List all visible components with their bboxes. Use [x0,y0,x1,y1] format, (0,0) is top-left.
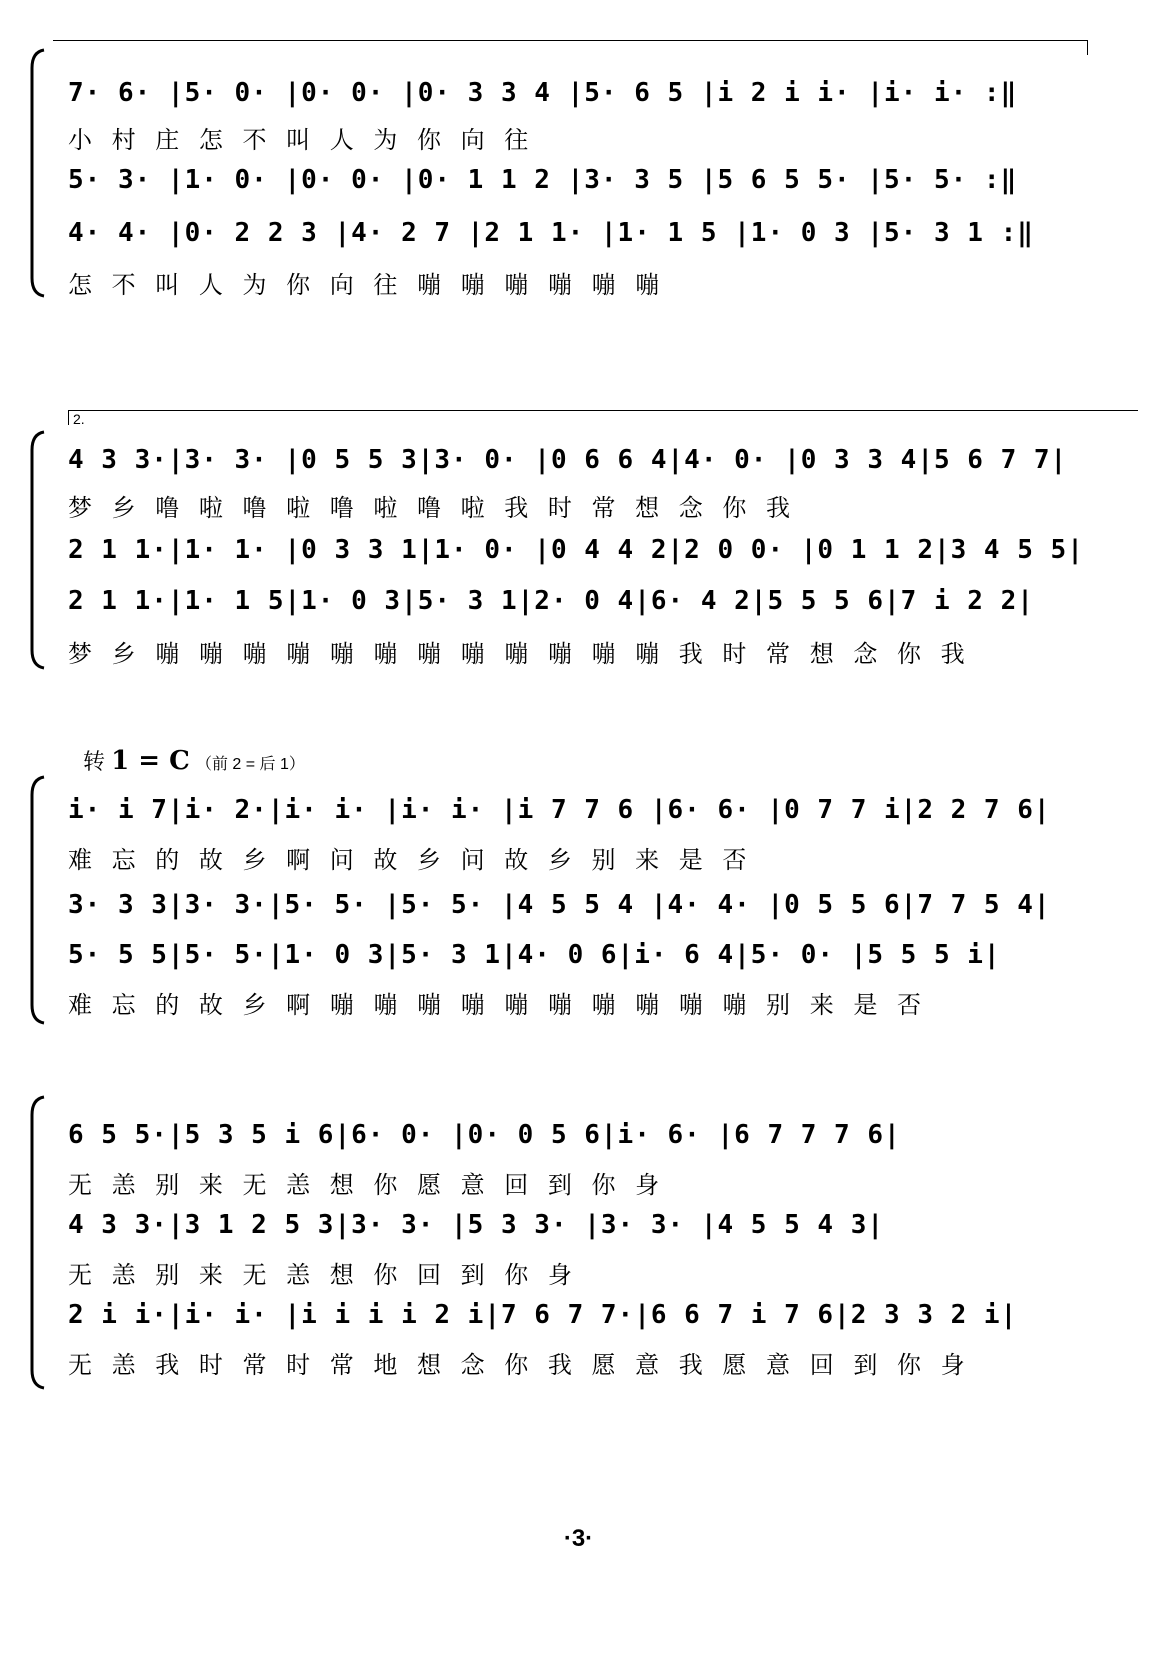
part-1-lyrics: 无 恙 别 来 无 恙 想 你 愿 意 回 到 你 身 [68,1171,666,1199]
score-system-2 [28,410,1138,670]
part-3-lyrics: 梦 乡 嘣 嘣 嘣 嘣 嘣 嘣 嘣 嘣 嘣 嘣 嘣 嘣 我 时 常 想 念 你 我 [68,640,971,668]
part-2-notes: 3· 3 3|3· 3·|5· 5· |5· 5· |4 5 5 4 |4· 4· |0 5 5 6|7 7 5 4| [68,890,1051,920]
system-bracket [28,775,48,1025]
part-1-lyrics: 梦 乡 噜 啦 噜 啦 噜 啦 噜 啦 我 时 常 想 念 你 我 [68,494,797,522]
part-1-lyrics: 小 村 庄 怎 不 叫 人 为 你 向 往 [68,126,535,154]
key-change [83,745,305,776]
part-2-notes: 5· 3· |1· 0· |0· 0· |0· 1 1 2 |3· 3 5 |5 6 5 5· |5· 5· :‖ [68,165,1018,195]
volta-2-label: 2. [73,411,85,427]
part-1-notes: 4 3 3·|3· 3· |0 5 5 3|3· 0· |0 6 6 4|4· 0· |0 3 3 4|5 6 7 7| [68,445,1068,475]
key-change-prefix: 转 [83,749,106,774]
part-3-lyrics: 无 恙 我 时 常 时 常 地 想 念 你 我 愿 意 我 愿 意 回 到 你 身 [68,1351,971,1379]
part-2-notes: 2 1 1·|1· 1· |0 3 3 1|1· 0· |0 4 4 2|2 0 0· |0 1 1 2|3 4 5 5| [68,535,1084,565]
system-bracket [28,1095,48,1390]
part-3-notes: 2 i i·|i· i· |i i i i 2 i|7 6 7 7·|6 6 7 i 7 6|2 3 3 2 i| [68,1300,1018,1330]
part-1-notes: 7· 6· |5· 0· |0· 0· |0· 3 3 4 |5· 6 5 |i 2 i i· |i· i· :‖ [68,78,1018,108]
part-3-notes: 5· 5 5|5· 5·|1· 0 3|5· 3 1|4· 0 6|i· 6 4|5· 0· |5 5 5 i| [68,940,1001,970]
part-1-notes: 6 5 5·|5 3 5 i 6|6· 0· |0· 0 5 6|i· 6· |6 7 7 7 6| [68,1120,901,1150]
system-bracket [28,48,48,298]
part-3-notes: 4· 4· |0· 2 2 3 |4· 2 7 |2 1 1· |1· 1 5 |1· 0 3 |5· 3 1 :‖ [68,218,1034,248]
score-system-4 [28,1095,1138,1395]
score-system-1 [28,40,1138,300]
volta-2 [68,410,1138,425]
key-change-main: 1 = C [111,746,190,776]
page-number: ·3· [563,1525,594,1552]
part-2-notes: 4 3 3·|3 1 2 5 3|3· 3· |5 3 3· |3· 3· |4 5 5 4 3| [68,1210,885,1240]
key-change-note: （前 2 = 后 1） [195,756,305,773]
part-1-lyrics: 难 忘 的 故 乡 啊 问 故 乡 问 故 乡 别 来 是 否 [68,846,753,874]
part-3-notes: 2 1 1·|1· 1 5|1· 0 3|5· 3 1|2· 0 4|6· 4 2|5 5 5 6|7 i 2 2| [68,586,1034,616]
volta-line [53,40,1088,55]
system-bracket [28,430,48,670]
part-2-lyrics: 无 恙 别 来 无 恙 想 你 回 到 你 身 [68,1261,578,1289]
score-system-3 [28,745,1138,1025]
part-3-lyrics: 难 忘 的 故 乡 啊 嘣 嘣 嘣 嘣 嘣 嘣 嘣 嘣 嘣 嘣 别 来 是 否 [68,991,927,1019]
part-1-notes: i· i 7|i· 2·|i· i· |i· i· |i 7 7 6 |6· 6· |0 7 7 i|2 2 7 6| [68,795,1051,825]
part-3-lyrics: 怎 不 叫 人 为 你 向 往 嘣 嘣 嘣 嘣 嘣 嘣 [68,271,666,299]
